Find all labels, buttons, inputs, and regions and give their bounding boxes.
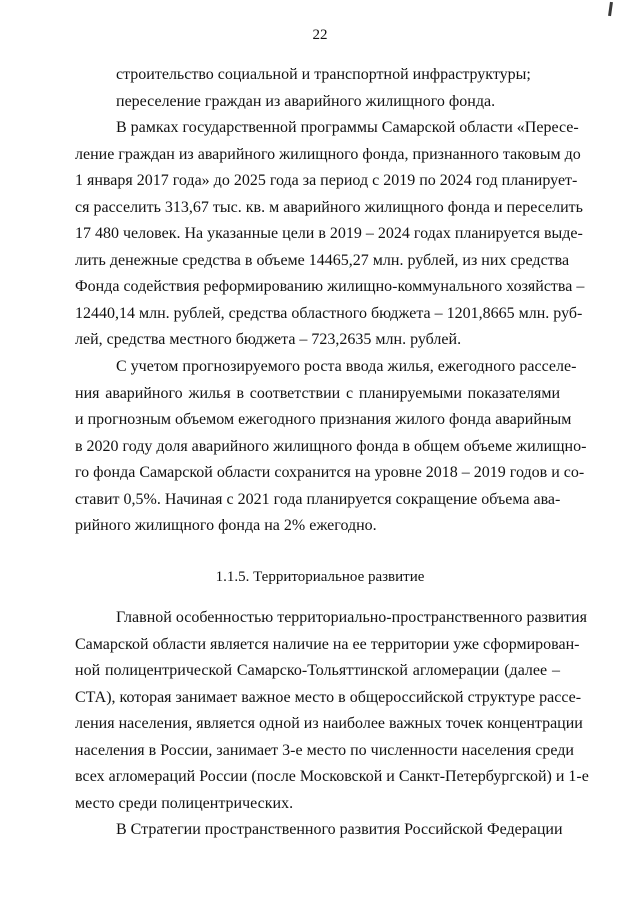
paragraph-line: переселение граждан из аварийного жилищного фонда.	[116, 92, 496, 110]
paragraph-line: ся расселить 313,67 тыс. кв. м аварийного жилищного фонда и переселить	[75, 198, 583, 216]
paragraph-line: 12440,14 млн. рублей, средства областного бюджета – 1201,8665 млн. руб-	[75, 304, 583, 322]
paragraph-line: го фонда Самарской области сохранится на уровне 2018 – 2019 годов и со-	[75, 464, 585, 482]
paragraph-line: населения в России, занимает 3-е место по численности населения среди	[75, 741, 574, 759]
body-text-lower	[75, 605, 589, 844]
paragraph-line: В Стратегии пространственного развития Российской Федерации	[116, 821, 563, 839]
paragraph-line: место среди полицентрических.	[75, 794, 294, 812]
paragraph-line: ной полицентрической Самарско-Тольяттинской агломерации (далее –	[75, 662, 560, 680]
paragraph-line: в 2020 году доля аварийного жилищного фонда в общем объеме жилищно-	[75, 437, 587, 455]
paragraph-line: Самарской области является наличие на ее территории уже сформирован-	[75, 635, 580, 653]
paragraph-line: и прогнозным объемом ежегодного признания жилого фонда аварийным	[75, 411, 572, 429]
paragraph-line: С учетом прогнозируемого роста ввода жилья, ежегодного расселе-	[116, 358, 577, 376]
paragraph-line: ставит 0,5%. Начиная с 2021 года планируется сокращение объема ава-	[75, 490, 561, 508]
section-heading: 1.1.5. Территориальное развитие	[215, 569, 425, 585]
paragraph-line: 17 480 человек. На указанные цели в 2019 – 2024 годах планируется выде-	[75, 225, 583, 243]
paragraph-line: СТА), которая занимает важное место в общероссийской структуре рассе-	[75, 688, 582, 706]
page-number: 22	[312, 27, 328, 43]
paragraph-line: ления населения, является одной из наиболее важных точек концентрации	[75, 715, 583, 733]
paragraph-line: лей, средства местного бюджета – 723,2635 млн. рублей.	[75, 331, 462, 349]
paragraph-line: ния аварийного жилья в соответствии с планируемыми показателями	[75, 384, 560, 402]
paragraph-line: лить денежные средства в объеме 14465,27 млн. рублей, из них средства	[75, 251, 570, 269]
paragraph-line: В рамках государственной программы Самарской области «Пересе-	[116, 119, 579, 137]
paragraph-line: рийного жилищного фонда на 2% ежегодно.	[75, 517, 377, 535]
paragraph-line: 1 января 2017 года» до 2025 года за период с 2019 по 2024 год планирует-	[75, 172, 578, 190]
paragraph-line: Главной особенностью территориально-пространственного развития	[116, 609, 587, 626]
paragraph-line: ление граждан из аварийного жилищного фонда, признанного таковым до	[75, 145, 581, 163]
paragraph-line: Фонда содействия реформированию жилищно-коммунального хозяйства –	[75, 278, 585, 296]
scan-mark	[608, 2, 613, 16]
body-text-upper	[75, 62, 587, 540]
paragraph-line: строительство социальной и транспортной инфраструктуры;	[116, 66, 531, 83]
paragraph-line: всех агломераций России (после Московской и Санкт-Петербургской) и 1-е	[75, 768, 589, 786]
